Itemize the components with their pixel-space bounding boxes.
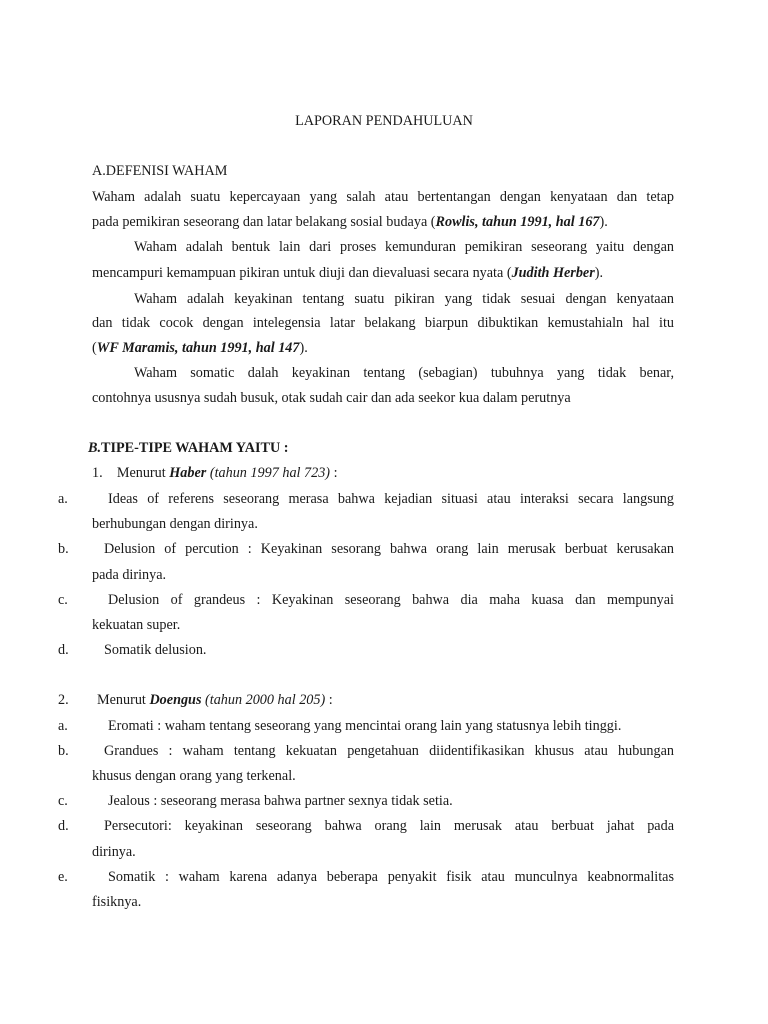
page-title: LAPORAN PENDAHULUAN	[295, 113, 473, 129]
list-marker: d.	[58, 642, 69, 658]
list-item-1d-line-1: Somatik delusion.	[104, 642, 207, 658]
list-marker: a.	[58, 491, 68, 507]
list-item-2c-line-1: Jealous : seseorang merasa bahwa partner sexnya tidak setia.	[108, 793, 453, 809]
group-1-heading: 1. Menurut Haber (tahun 1997 hal 723) :	[92, 465, 338, 481]
list-marker: b.	[58, 541, 69, 557]
list-item-2b-line-2: khusus dengan orang yang terkenal.	[92, 768, 296, 784]
section-a-heading: A.DEFENISI WAHAM	[92, 163, 228, 179]
list-item-2e-line-1: Somatik : waham karena adanya beberapa penyakit fisik atau munculnya keabnormalitas	[108, 869, 674, 885]
list-marker: d.	[58, 818, 69, 834]
list-item-2d-line-2: dirinya.	[92, 844, 136, 860]
list-item-1b-line-1: Delusion of percution : Keyakinan sesorang bahwa orang lain merusak berbuat kerusakan	[104, 541, 674, 557]
list-item-1a-line-2: berhubungan dengan dirinya.	[92, 516, 258, 532]
list-marker: e.	[58, 869, 68, 885]
list-item-2b-line-1: Grandues : waham tentang kekuatan pengetahuan diidentifikasikan khusus atau hubungan	[104, 743, 674, 759]
group-2-heading: 2. Menurut Doengus (tahun 2000 hal 205) :	[58, 692, 333, 708]
paragraph-2-line-2: mencampuri kemampuan pikiran untuk diuji dan dievaluasi secara nyata (Judith Herber).	[92, 265, 604, 281]
citation-wf-maramis: WF Maramis, tahun 1991, hal 147	[96, 340, 300, 356]
paragraph-1-line-2: pada pemikiran seseorang dan latar belakang sosial budaya (Rowlis, tahun 1991, hal 167).	[92, 214, 608, 230]
list-item-1c-line-1: Delusion of grandeus : Keyakinan seseorang bahwa dia maha kuasa dan mempunyai	[108, 592, 674, 608]
paragraph-4-line-1: Waham somatic dalah keyakinan tentang (sebagian) tubuhnya yang tidak benar,	[134, 365, 674, 381]
paragraph-2-line-1: Waham adalah bentuk lain dari proses kemunduran pemikiran seseorang yaitu dengan	[134, 239, 674, 255]
paragraph-3-line-3: (WF Maramis, tahun 1991, hal 147).	[92, 340, 308, 356]
list-marker: a.	[58, 718, 68, 734]
paragraph-3-line-2: dan tidak cocok dengan intelegensia latar belakang biarpun dibuktikan kemustahialn hal itu	[92, 315, 674, 331]
list-item-2e-line-2: fisiknya.	[92, 894, 142, 910]
list-item-2d-line-1: Persecutori: keyakinan seseorang bahwa orang lain merusak atau berbuat jahat pada	[104, 818, 674, 834]
list-item-2a-line-1: Eromati : waham tentang seseorang yang mencintai orang lain yang statusnya lebih tinggi.	[108, 718, 622, 734]
citation-rowlis: Rowlis, tahun 1991, hal 167	[435, 214, 600, 230]
list-marker: c.	[58, 592, 68, 608]
list-item-1a-line-1: Ideas of referens seseorang merasa bahwa kejadian situasi atau interaksi secara langsung	[108, 491, 674, 507]
list-item-1c-line-2: kekuatan super.	[92, 617, 181, 633]
paragraph-3-line-1: Waham adalah keyakinan tentang suatu pikiran yang tidak sesuai dengan kenyataan	[134, 291, 674, 307]
paragraph-4-line-2: contohnya ususnya sudah busuk, otak sudah cair dan ada seekor kua dalam perutnya	[92, 390, 571, 406]
list-marker: b.	[58, 743, 69, 759]
section-b-heading: B.TIPE-TIPE WAHAM YAITU :	[88, 440, 289, 456]
citation-judith-herber: Judith Herber	[511, 265, 595, 281]
list-item-1b-line-2: pada dirinya.	[92, 567, 167, 583]
author-doengus: Doengus	[149, 692, 202, 708]
author-haber: Haber	[169, 465, 207, 481]
list-marker: c.	[58, 793, 68, 809]
paragraph-1-line-1: Waham adalah suatu kepercayaan yang salah atau bertentangan dengan kenyataan dan tetap	[92, 189, 674, 205]
